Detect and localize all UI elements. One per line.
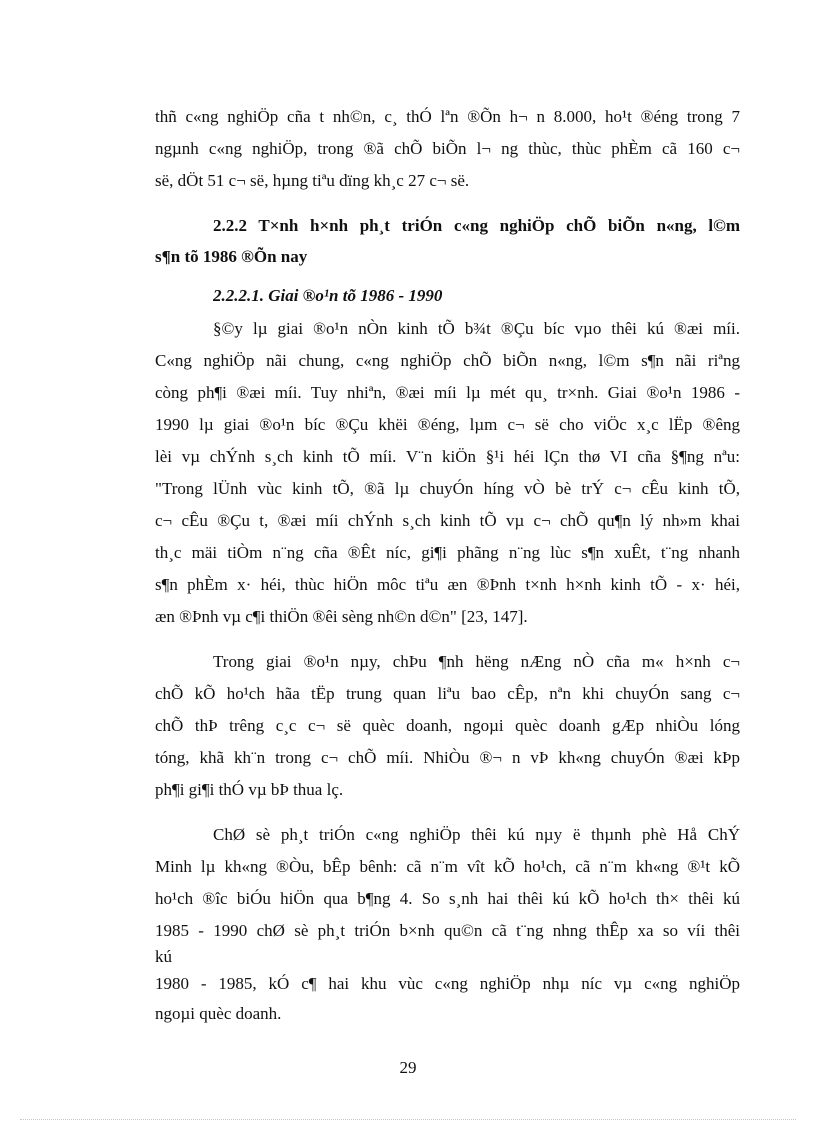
paragraph-3-line-2: chÕ kÕ ho¹ch hãa tËp trung quan liªu bao cÊp, nªn khi chuyÓn sang c¬: [155, 684, 740, 703]
paragraph-1-line-3: së, dÖt 51 c¬ së, hµng tiªu dïng kh¸c 27 c¬ së.: [155, 171, 470, 190]
paragraph-4-line-2: Minh lµ kh«ng ®Òu, bÊp bênh: cã n¨m vît kÕ ho¹ch, cã n¨m kh«ng ®¹t kÕ: [155, 857, 740, 876]
paragraph-4-line-1: ChØ sè ph¸t triÓn c«ng nghiÖp thêi kú nµy ë thµnh phè Hå ChÝ: [213, 825, 740, 844]
paragraph-2-line-7: c¬ cÊu ®Çu t, ®æi míi chÝnh s¸ch kinh tÕ vµ c¬ chÕ qu¶n lý nh»m khai: [155, 511, 740, 530]
page-number: 29: [399, 1058, 417, 1077]
paragraph-1-line-1: thñ c«ng nghiÖp cña t nh©n, c¸ thÓ lªn ®Õn h¬ n 8.000, ho¹t ®éng trong 7: [155, 107, 740, 126]
paragraph-4-line-3: ho¹ch ®îc biÓu hiÖn qua b¶ng 4. So s¸nh hai thêi kú kÕ ho¹ch th× thêi kú: [155, 889, 740, 908]
paragraph-3-line-3: chÕ thÞ trêng c¸c c¬ së quèc doanh, ngoµi quèc doanh gÆp nhiÒu lóng: [155, 716, 740, 735]
paragraph-2-line-9: s¶n phÈm x· héi, thùc hiÖn môc tiªu æn ®Þnh t×nh h×nh kinh tÕ - x· héi,: [155, 575, 740, 594]
paragraph-2-line-10: æn ®Þnh vµ c¶i thiÖn ®êi sèng nh©n d©n" [23, 147].: [155, 607, 528, 626]
bottom-dotted-rule: [20, 1119, 796, 1120]
paragraph-4-line-7: ngoµi quèc doanh.: [155, 1004, 282, 1023]
paragraph-2-line-5: lèi vµ chÝnh s¸ch kinh tÕ míi. V¨n kiÖn §¹i héi lÇn thø VI cña §¶ng nªu:: [155, 447, 740, 466]
paragraph-2-line-8: th¸c mäi tiÒm n¨ng cña ®Êt níc, gi¶i phãng n¨ng lùc s¶n xuÊt, t¨ng nhanh: [155, 543, 740, 562]
paragraph-3-line-5: ph¶i gi¶i thÓ vµ bÞ thua lç.: [155, 780, 344, 799]
section-heading-2-2-2-line-1: 2.2.2 T×nh h×nh ph¸t triÓn c«ng nghiÖp chÕ biÕn n«ng, l©m: [213, 216, 740, 235]
paragraph-2-line-2: C«ng nghiÖp nãi chung, c«ng nghiÖp chÕ biÕn n«ng, l©m s¶n nãi riªng: [155, 351, 740, 370]
paragraph-4-line-5: kú: [155, 947, 172, 966]
paragraph-3-line-4: tóng, khã kh¨n trong c¬ chÕ míi. NhiÒu ®¬ n vÞ kh«ng chuyÓn ®æi kÞp: [155, 748, 740, 767]
paragraph-4-line-6: 1980 - 1985, kÓ c¶ hai khu vùc c«ng nghiÖp nhµ níc vµ c«ng nghiÖp: [155, 974, 740, 993]
paragraph-3-line-1: Trong giai ®o¹n nµy, chÞu ¶nh hëng nÆng nÒ cña m« h×nh c¬: [213, 652, 740, 671]
paragraph-2-line-3: còng ph¶i ®æi míi. Tuy nhiªn, ®æi míi lµ mét qu¸ tr×nh. Giai ®o¹n 1986 -: [155, 383, 740, 402]
paragraph-1-line-2: ngµnh c«ng nghiÖp, trong ®ã chÕ biÕn l¬ ng thùc, thùc phÈm cã 160 c¬: [155, 139, 740, 158]
subsection-heading-2-2-2-1: 2.2.2.1. Giai ®o¹n tõ 1986 - 1990: [213, 286, 443, 305]
paragraph-2-line-6: "Trong lÜnh vùc kinh tÕ, ®ã lµ chuyÓn híng vÒ bè trÝ c¬ cÊu kinh tÕ,: [155, 479, 740, 498]
paragraph-2-line-1: §©y lµ giai ®o¹n nÒn kinh tÕ b¾t ®Çu bíc vµo thêi kú ®æi míi.: [213, 319, 740, 338]
paragraph-2-line-4: 1990 lµ giai ®o¹n bíc ®Çu khëi ®éng, lµm c¬ së cho viÖc x¸c lËp ®êng: [155, 415, 740, 434]
section-heading-2-2-2-line-2: s¶n tõ 1986 ®Õn nay: [155, 247, 308, 266]
paragraph-4-line-4: 1985 - 1990 chØ sè ph¸t triÓn b×nh qu©n cã t¨ng nhng thÊp xa so víi thêi: [155, 921, 740, 940]
